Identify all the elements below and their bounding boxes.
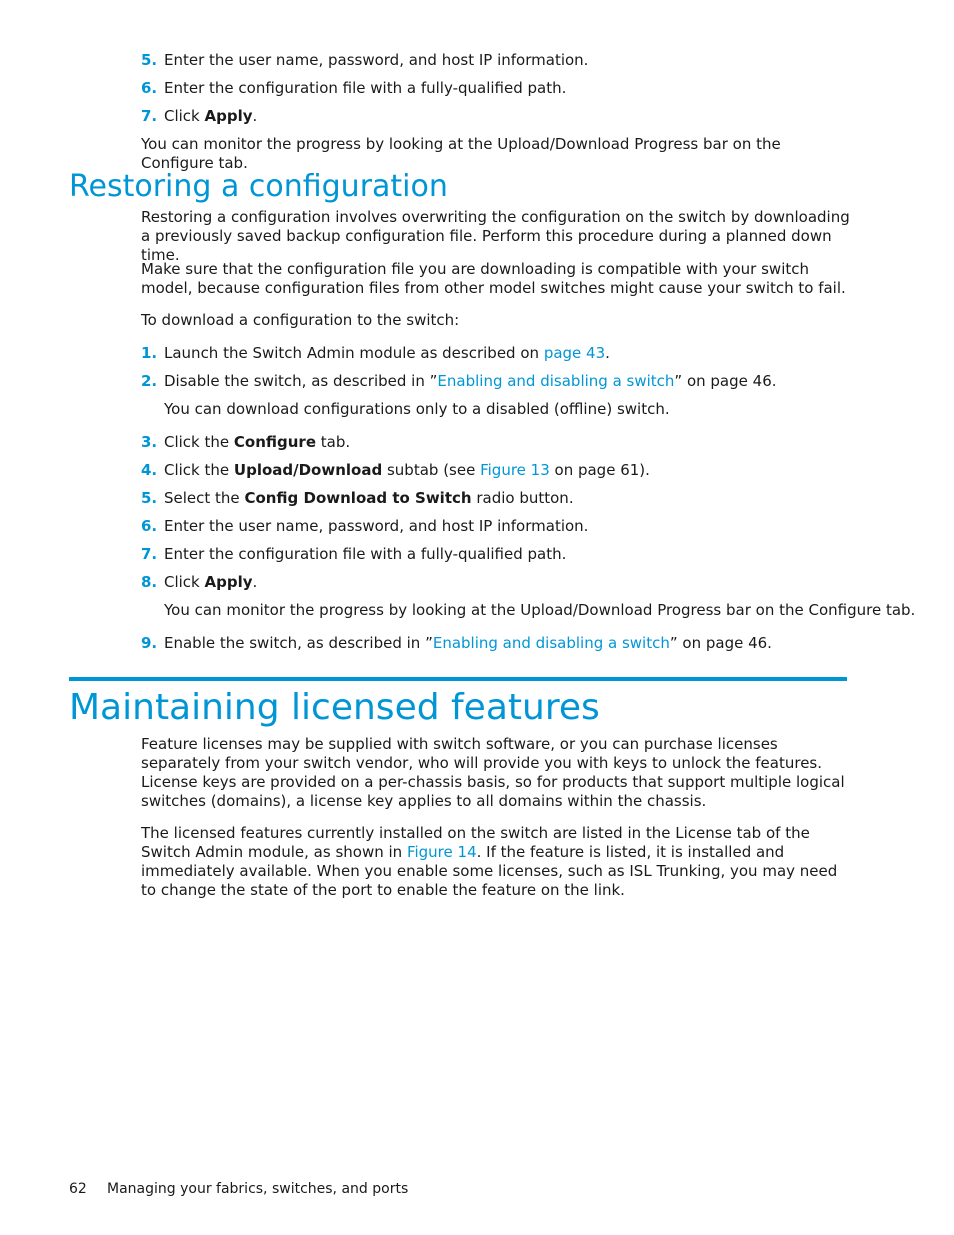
figure-14-link[interactable]: Figure 14 (406, 843, 477, 861)
step-text-post: on page 61). (549, 461, 650, 479)
step-7-top (141, 107, 257, 126)
page-number: 62 (69, 1181, 87, 1197)
licensed-para-1: Feature licenses may be supplied with switch software, or you can purchase licenses separately from your switch vendor, who will provide you with keys to unlock the features. License keys are provided on a per-chassis basis, so for products that support multiple logical switches (domains), a license key applies to all domains within the chassis. (141, 735, 845, 810)
restore-step-8-note: You can monitor the progress by looking at the Upload/Download Progress bar on the Configure tab. (164, 601, 916, 619)
restoring-intro: To download a configuration to the switch: (141, 311, 460, 329)
restore-step-8 (141, 573, 257, 592)
restore-step-2-note: You can download configurations only to a disabled (offline) switch. (164, 400, 670, 418)
enabling-disabling-link[interactable]: Enabling and disabling a switch (432, 634, 670, 652)
step-text-post: ” on page 46. (674, 372, 777, 390)
restore-step-9 (141, 634, 772, 653)
step-number: 3. (141, 433, 158, 451)
step-number: 6. (141, 517, 158, 535)
step-text-pre: Launch the Switch Admin module as described on (164, 344, 544, 362)
top-note: You can monitor the progress by looking at the Upload/Download Progress bar on the Configure tab. (141, 135, 781, 172)
section-heading-restoring: Restoring a configuration (69, 169, 448, 204)
step-text-pre: Click the (164, 433, 234, 451)
figure-13-link[interactable]: Figure 13 (480, 461, 550, 479)
step-text-pre: Select the (164, 489, 245, 507)
step-text-bold: Configure (233, 433, 317, 451)
step-number: 8. (141, 573, 158, 591)
para-text-post: . If the feature is listed, it is installed and immediately available. When you enable some licenses, such as ISL Trunking, you may need to change the state of the port to enable the feature on the link. (141, 843, 838, 899)
step-text-pre: Click (164, 573, 205, 591)
restore-step-6 (141, 517, 588, 536)
chapter-heading-licensed: Maintaining licensed features (69, 687, 600, 728)
step-text-bold: Apply (204, 573, 253, 591)
step-text-mid: subtab (see (382, 461, 481, 479)
restore-step-5 (141, 489, 574, 508)
licensed-para-2 (141, 824, 853, 900)
step-text-pre: Click the (164, 461, 234, 479)
step-text-pre: Disable the switch, as described in ” (164, 372, 438, 390)
step-number: 5. (141, 489, 158, 507)
step-number: 6. (141, 79, 158, 97)
step-text: Enter the user name, password, and host IP information. (164, 517, 589, 535)
para-text-pre: The licensed features currently installed on the switch are listed in the License tab of the Switch Admin module, as shown in (141, 824, 810, 861)
enabling-disabling-link[interactable]: Enabling and disabling a switch (437, 372, 675, 390)
step-number: 5. (141, 51, 158, 69)
step-number: 7. (141, 107, 158, 125)
step-6-top (141, 79, 566, 98)
step-text-post: tab. (316, 433, 351, 451)
step-number: 4. (141, 461, 158, 479)
step-text: Enter the configuration file with a fully-qualified path. (164, 79, 567, 97)
step-text-post: . (252, 107, 258, 125)
restoring-para-1: Restoring a configuration involves overwriting the configuration on the switch by downloading a previously saved backup configuration file. Perform this procedure during a planned down time. (141, 208, 850, 264)
restore-step-7 (141, 545, 566, 564)
restore-step-2 (141, 372, 777, 391)
restoring-para-2: Make sure that the configuration file you are downloading is compatible with your switch model, because configuration files from other model switches might cause your switch to fail. (141, 260, 846, 297)
step-number: 7. (141, 545, 158, 563)
step-text-bold: Config Download to Switch (244, 489, 472, 507)
step-number: 2. (141, 372, 158, 390)
restore-step-3 (141, 433, 350, 452)
restore-step-1 (141, 344, 610, 363)
step-text-pre: Click (164, 107, 205, 125)
step-text-bold: Apply (204, 107, 253, 125)
step-5-top (141, 51, 588, 70)
step-text-post: . (252, 573, 258, 591)
step-text: Enter the configuration file with a fully-qualified path. (164, 545, 567, 563)
step-number: 9. (141, 634, 158, 652)
step-text-post: . (605, 344, 610, 362)
page-link[interactable]: page 43 (543, 344, 606, 362)
step-text: Enter the user name, password, and host IP information. (164, 51, 589, 69)
footer-title: Managing your fabrics, switches, and ports (107, 1181, 409, 1197)
chapter-rule (69, 677, 847, 681)
restore-step-4 (141, 461, 650, 480)
step-text-pre: Enable the switch, as described in ” (164, 634, 433, 652)
step-number: 1. (141, 344, 158, 362)
step-text-post: radio button. (471, 489, 574, 507)
step-text-bold: Upload/Download (233, 461, 383, 479)
step-text-post: ” on page 46. (669, 634, 772, 652)
